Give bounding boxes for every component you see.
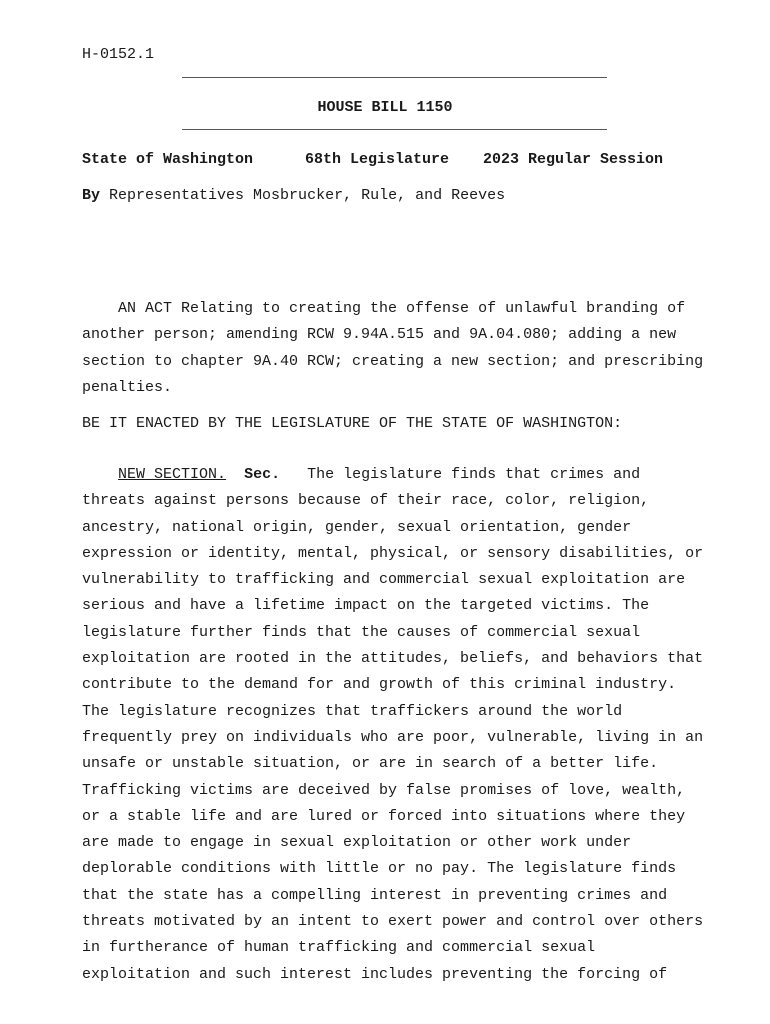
section-first-text: The legislature finds that crimes and bbox=[307, 466, 641, 483]
enacting-clause: BE IT ENACTED BY THE LEGISLATURE OF THE STATE OF WASHINGTON: bbox=[82, 415, 623, 432]
section-line: that the state has a compelling interest in preventing crimes and bbox=[82, 886, 668, 904]
section-line: or a stable life and are lured or forced into situations where they bbox=[82, 807, 686, 825]
title-line: penalties. bbox=[82, 378, 173, 396]
title-paragraph bbox=[82, 296, 722, 401]
section-line: in furtherance of human trafficking and commercial sexual bbox=[82, 939, 596, 957]
document-code: H-0152.1 bbox=[82, 46, 155, 63]
section-line: serious and have a lifetime impact on the targeted victims. The bbox=[82, 597, 650, 615]
section-paragraph bbox=[82, 462, 722, 988]
title-line: AN ACT Relating to creating the offense of unlawful branding of bbox=[82, 300, 686, 317]
section-line: deplorable conditions with little or no pay. The legislature finds bbox=[82, 860, 677, 878]
title-line: another person; amending RCW 9.94A.515 and 9A.04.080; adding a new bbox=[82, 326, 677, 344]
section-line: legislature further finds that the causes of commercial sexual bbox=[82, 623, 641, 641]
section-first-line bbox=[82, 462, 722, 488]
section-line: threats motivated by an intent to exert power and control over others bbox=[82, 913, 704, 931]
sponsor-line bbox=[82, 187, 505, 205]
section-line: The legislature recognizes that traffickers around the world bbox=[82, 702, 623, 720]
section-line: frequently prey on individuals who are poor, vulnerable, living in an bbox=[82, 728, 704, 746]
legislature-label: 68th Legislature bbox=[305, 151, 450, 168]
section-line: vulnerability to trafficking and commercial sexual exploitation are bbox=[82, 571, 686, 589]
title-line: section to chapter 9A.40 RCW; creating a new section; and prescribing bbox=[82, 352, 704, 370]
sponsors: Representatives Mosbrucker, Rule, and Reeves bbox=[109, 187, 506, 204]
section-line: unsafe or unstable situation, or are in search of a better life. bbox=[82, 755, 659, 773]
section-line: Trafficking victims are deceived by false promises of love, wealth, bbox=[82, 781, 686, 799]
state-label: State of Washington bbox=[82, 151, 254, 168]
section-line: exploitation are rooted in the attitudes, beliefs, and behaviors that bbox=[82, 650, 704, 668]
section-line: exploitation and such interest includes preventing the forcing of bbox=[82, 965, 668, 983]
bottom-rule bbox=[182, 129, 607, 130]
by-label: By bbox=[82, 187, 101, 204]
section-line: are made to engage in sexual exploitation or other work under bbox=[82, 834, 632, 852]
bill-title: HOUSE BILL 1150 bbox=[317, 99, 453, 116]
session-label: 2023 Regular Session bbox=[483, 151, 664, 168]
section-line: ancestry, national origin, gender, sexual orientation, gender bbox=[82, 518, 632, 536]
section-line: threats against persons because of their race, color, religion, bbox=[82, 492, 650, 510]
top-rule bbox=[182, 77, 607, 78]
new-section-label: NEW SECTION. bbox=[118, 466, 227, 483]
section-line: expression or identity, mental, physical, or sensory disabilities, or bbox=[82, 544, 704, 562]
sec-label: Sec. bbox=[244, 466, 281, 483]
section-line: contribute to the demand for and growth of this criminal industry. bbox=[82, 676, 677, 694]
